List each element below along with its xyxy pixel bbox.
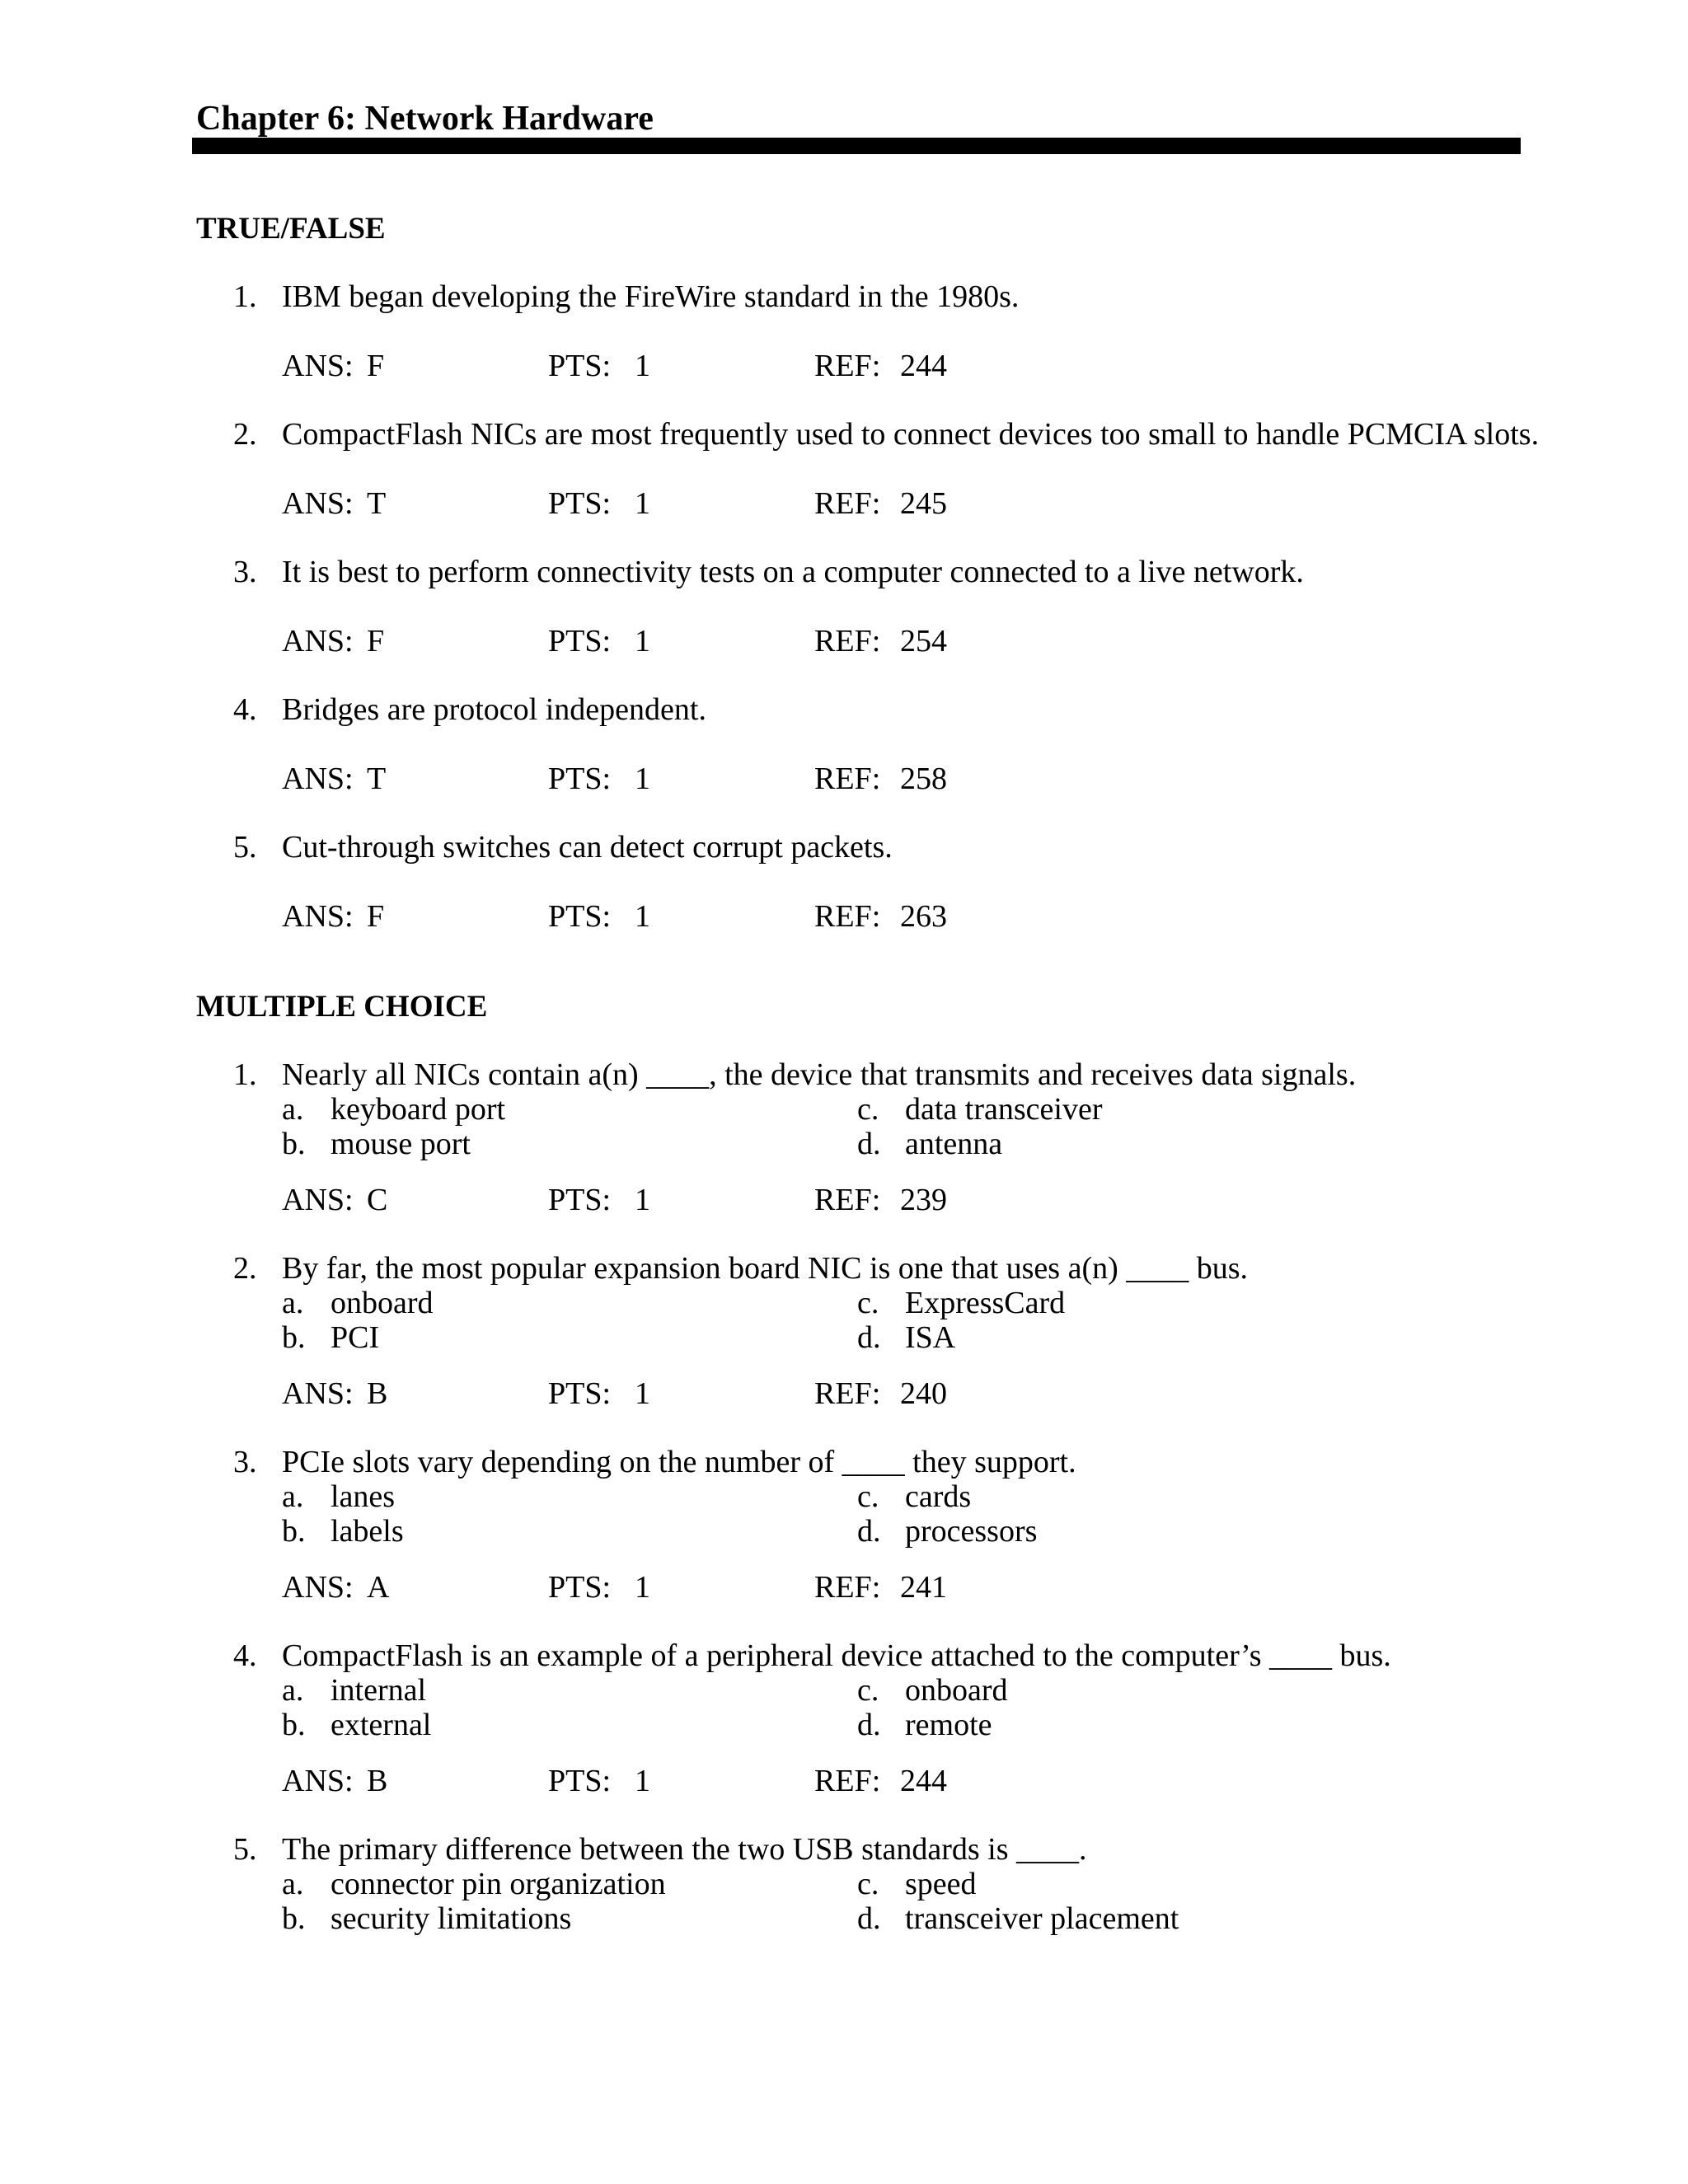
ans-value: F: [367, 899, 385, 934]
ans-value: B: [367, 1764, 388, 1798]
pts-label: PTS:: [548, 899, 612, 934]
question-text: Bridges are protocol independent.: [282, 692, 706, 727]
option-b-letter: b.: [282, 1514, 306, 1549]
ref-value: 244: [900, 1764, 947, 1798]
pts-value: 1: [635, 899, 650, 934]
pts-label: PTS:: [548, 349, 612, 383]
question-number: 4.: [233, 1638, 257, 1673]
pts-value: 1: [635, 349, 650, 383]
question-text: CompactFlash is an example of a peripheral device attached to the computer’s ____ bus.: [282, 1638, 1391, 1673]
option-d-text: antenna: [905, 1127, 1003, 1161]
option-a-text: onboard: [331, 1286, 434, 1320]
option-d-letter: d.: [857, 1320, 881, 1355]
option-c-letter: c.: [857, 1479, 879, 1514]
ans-label: ANS:: [282, 1570, 354, 1605]
ref-value: 244: [900, 349, 947, 383]
pts-label: PTS:: [548, 1183, 612, 1217]
option-b-letter: b.: [282, 1127, 306, 1161]
pts-label: PTS:: [548, 624, 612, 658]
question-number: 4.: [233, 692, 257, 727]
option-a-letter: a.: [282, 1479, 304, 1514]
option-b-letter: b.: [282, 1901, 306, 1936]
pts-label: PTS:: [548, 486, 612, 521]
question-number: 5.: [233, 830, 257, 865]
ref-value: 241: [900, 1570, 947, 1605]
section-heading-multiple-choice: MULTIPLE CHOICE: [196, 990, 488, 1024]
option-c-text: speed: [905, 1867, 977, 1901]
question-text: CompactFlash NICs are most frequently used to connect devices too small to handle PCMCIA slots.: [282, 417, 1540, 452]
option-a-text: connector pin organization: [331, 1867, 666, 1901]
ref-label: REF:: [814, 1183, 881, 1217]
ans-label: ANS:: [282, 1764, 354, 1798]
question-text: Nearly all NICs contain a(n) ____, the device that transmits and receives data signals.: [282, 1057, 1357, 1092]
pts-value: 1: [635, 762, 650, 796]
ref-value: 254: [900, 624, 947, 658]
ans-value: T: [367, 486, 387, 521]
option-b-text: security limitations: [331, 1901, 572, 1936]
option-c-text: data transceiver: [905, 1092, 1103, 1127]
option-d-letter: d.: [857, 1127, 881, 1161]
option-c-text: ExpressCard: [905, 1286, 1066, 1320]
ans-value: B: [367, 1376, 388, 1411]
question-number: 1.: [233, 279, 257, 314]
ans-label: ANS:: [282, 762, 354, 796]
question-number: 3.: [233, 555, 257, 589]
ref-label: REF:: [814, 349, 881, 383]
ref-label: REF:: [814, 1376, 881, 1411]
option-a-text: keyboard port: [331, 1092, 506, 1127]
ans-label: ANS:: [282, 349, 354, 383]
title-rule: [192, 138, 1521, 154]
pts-value: 1: [635, 624, 650, 658]
question-number: 2.: [233, 1251, 257, 1286]
option-d-letter: d.: [857, 1708, 881, 1742]
question-number: 2.: [233, 417, 257, 452]
pts-value: 1: [635, 1764, 650, 1798]
option-c-text: onboard: [905, 1673, 1008, 1708]
ans-label: ANS:: [282, 624, 354, 658]
ans-value: A: [367, 1570, 390, 1605]
option-a-text: internal: [331, 1673, 427, 1708]
pts-label: PTS:: [548, 1570, 612, 1605]
option-a-letter: a.: [282, 1092, 304, 1127]
ref-label: REF:: [814, 624, 881, 658]
ans-value: T: [367, 762, 387, 796]
option-a-text: lanes: [331, 1479, 396, 1514]
option-d-text: remote: [905, 1708, 992, 1742]
option-a-letter: a.: [282, 1867, 304, 1901]
page-title: Chapter 6: Network Hardware: [196, 100, 654, 138]
pts-label: PTS:: [548, 1764, 612, 1798]
option-c-letter: c.: [857, 1673, 879, 1708]
ans-label: ANS:: [282, 1183, 354, 1217]
question-text: The primary difference between the two USB standards is ____.: [282, 1832, 1087, 1867]
question-number: 3.: [233, 1445, 257, 1479]
option-a-letter: a.: [282, 1673, 304, 1708]
option-d-text: processors: [905, 1514, 1038, 1549]
ref-label: REF:: [814, 762, 881, 796]
ans-value: C: [367, 1183, 388, 1217]
ans-label: ANS:: [282, 1376, 354, 1411]
option-c-letter: c.: [857, 1286, 879, 1320]
option-b-text: PCI: [331, 1320, 380, 1355]
ref-value: 263: [900, 899, 947, 934]
question-text: By far, the most popular expansion board NIC is one that uses a(n) ____ bus.: [282, 1251, 1249, 1286]
option-b-text: external: [331, 1708, 432, 1742]
option-d-text: transceiver placement: [905, 1901, 1179, 1936]
option-b-text: labels: [331, 1514, 404, 1549]
pts-label: PTS:: [548, 1376, 612, 1411]
option-c-letter: c.: [857, 1867, 879, 1901]
ref-label: REF:: [814, 1570, 881, 1605]
section-heading-true-false: TRUE/FALSE: [196, 212, 386, 246]
ref-value: 245: [900, 486, 947, 521]
pts-value: 1: [635, 1183, 650, 1217]
question-text: PCIe slots vary depending on the number of ____ they support.: [282, 1445, 1076, 1479]
question-text: IBM began developing the FireWire standard in the 1980s.: [282, 279, 1020, 314]
question-text: Cut-through switches can detect corrupt packets.: [282, 830, 893, 865]
option-b-letter: b.: [282, 1708, 306, 1742]
question-number: 1.: [233, 1057, 257, 1092]
option-b-letter: b.: [282, 1320, 306, 1355]
ans-label: ANS:: [282, 486, 354, 521]
question-text: It is best to perform connectivity tests on a computer connected to a live network.: [282, 555, 1304, 589]
ref-label: REF:: [814, 899, 881, 934]
ref-value: 239: [900, 1183, 947, 1217]
option-d-letter: d.: [857, 1514, 881, 1549]
option-b-text: mouse port: [331, 1127, 471, 1161]
ans-label: ANS:: [282, 899, 354, 934]
option-a-letter: a.: [282, 1286, 304, 1320]
pts-value: 1: [635, 1570, 650, 1605]
ref-label: REF:: [814, 1764, 881, 1798]
ans-value: F: [367, 349, 385, 383]
pts-label: PTS:: [548, 762, 612, 796]
ref-value: 258: [900, 762, 947, 796]
pts-value: 1: [635, 486, 650, 521]
option-d-letter: d.: [857, 1901, 881, 1936]
question-number: 5.: [233, 1832, 257, 1867]
pts-value: 1: [635, 1376, 650, 1411]
option-d-text: ISA: [905, 1320, 956, 1355]
option-c-letter: c.: [857, 1092, 879, 1127]
ans-value: F: [367, 624, 385, 658]
option-c-text: cards: [905, 1479, 972, 1514]
ref-label: REF:: [814, 486, 881, 521]
ref-value: 240: [900, 1376, 947, 1411]
